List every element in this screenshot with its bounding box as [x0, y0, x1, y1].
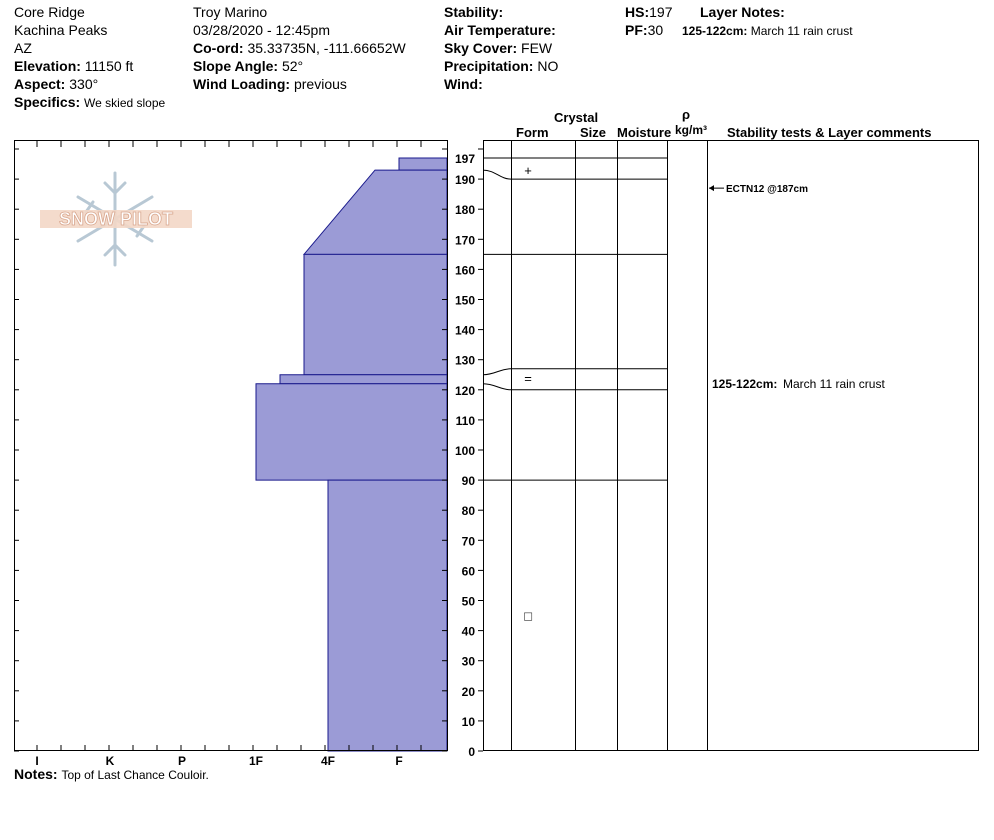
hardness-layer-4: [256, 384, 447, 480]
stability-test-arrow: [709, 185, 714, 191]
layer-boundary-connector: [483, 369, 511, 375]
hardness-layer-3: [280, 375, 447, 384]
specifics-value: We skied slope: [84, 96, 166, 110]
sky-value: FEW: [521, 40, 553, 56]
stability-label: Stability:: [444, 4, 504, 20]
specifics-label: Specifics:: [14, 94, 81, 110]
wind-label: Wind:: [444, 76, 483, 92]
height-tick-label: 190: [454, 173, 475, 188]
hardness-layer-5: [328, 480, 447, 751]
aspect-value: 330°: [69, 76, 99, 92]
layer-comment-range: 125-122cm:: [712, 376, 778, 391]
height-tick-label: 30: [461, 654, 475, 669]
wind-loading-label: Wind Loading:: [193, 76, 291, 92]
notes-row: [14, 766, 209, 782]
layer-table-frame: [484, 141, 979, 751]
slope-value: 52°: [281, 58, 304, 74]
hardness-tick-label: F: [395, 754, 403, 768]
height-tick-label: 0: [468, 745, 475, 759]
wind-loading-value: previous: [293, 76, 347, 92]
obs-datetime: 03/28/2020 - 12:45pm: [193, 22, 330, 38]
location-name: Core Ridge: [14, 4, 85, 20]
height-tick-label: 60: [461, 564, 475, 579]
height-tick-label: 120: [454, 383, 475, 398]
height-tick-label: 90: [461, 474, 475, 489]
comments-header: Stability tests & Layer comments: [727, 125, 932, 140]
moisture-header: Moisture: [617, 125, 672, 140]
height-tick-label: 20: [461, 684, 475, 699]
hardness-layer-0: [399, 158, 447, 170]
form-header: Form: [516, 125, 549, 140]
height-tick-label: 140: [454, 323, 475, 338]
layer-comment-text: March 11 rain crust: [783, 376, 885, 391]
layer-boundary-connector: [483, 384, 511, 390]
hardness-layer-1: [304, 170, 447, 254]
air-temp-label: Air Temperature:: [444, 22, 556, 38]
height-tick-label: 80: [461, 504, 475, 519]
hardness-layer-2: [304, 254, 447, 374]
grain-form-symbol: +: [524, 163, 532, 179]
hardness-tick-label: 4F: [320, 754, 336, 768]
aspect-label: Aspect:: [14, 76, 66, 92]
height-tick-label: 160: [454, 263, 475, 278]
height-tick-label: 130: [454, 353, 475, 368]
crystal-header: Crystal: [554, 110, 599, 125]
height-tick-label: 150: [454, 293, 475, 308]
elevation-value: 11150 ft: [84, 58, 134, 74]
height-tick-label: 170: [454, 233, 475, 248]
logo-text: SNOW PILOT: [59, 209, 173, 229]
height-tick-label: 180: [454, 203, 475, 218]
hardness-tick-label: I: [35, 754, 39, 768]
stability-test-label: ECTN12 @187cm: [726, 184, 809, 196]
precip-value: NO: [537, 58, 559, 74]
coord-label: Co-ord:: [193, 40, 244, 56]
hardness-tick-label: P: [177, 754, 187, 768]
sky-label: Sky Cover:: [444, 40, 518, 56]
height-tick-label: 110: [455, 413, 475, 428]
layer-note-range: 125-122cm:: [682, 24, 748, 38]
height-tick-label: 70: [461, 534, 475, 549]
layer-note-text: March 11 rain crust: [750, 24, 853, 38]
precip-label: Precipitation:: [444, 58, 534, 74]
grain-form-symbol: □: [524, 608, 532, 624]
rho-header: ρ: [682, 107, 691, 122]
grain-form-symbol: =: [524, 370, 532, 386]
elevation-label: Elevation:: [14, 58, 81, 74]
hardness-tick-label: 1F: [248, 754, 264, 768]
slope-label: Slope Angle:: [193, 58, 279, 74]
pf-label: PF:: [625, 22, 648, 38]
height-tick-label: 50: [461, 594, 475, 609]
height-tick-label: 100: [454, 444, 475, 458]
layer-boundary-connector: [483, 170, 511, 179]
coord-value: 35.33735N, -111.66652W: [247, 40, 406, 56]
notes-label: Notes:: [14, 766, 58, 782]
layer-notes-label: Layer Notes:: [700, 4, 785, 20]
height-tick-label: 10: [461, 714, 475, 729]
pf-value: 30: [647, 22, 664, 38]
state-name: AZ: [14, 40, 32, 56]
snowpilot-logo: [40, 173, 192, 265]
range-name: Kachina Peaks: [14, 22, 108, 38]
density-unit-header: kg/m³: [675, 123, 708, 137]
hardness-tick-label: K: [105, 754, 115, 768]
hs-label: HS:: [625, 4, 650, 20]
height-tick-label: 40: [461, 624, 475, 639]
height-top-label: 197: [454, 152, 475, 167]
notes-value: Top of Last Chance Couloir.: [61, 768, 209, 782]
hs-value: 197: [649, 4, 673, 20]
size-header: Size: [580, 125, 607, 140]
observer-name: Troy Marino: [193, 4, 268, 20]
